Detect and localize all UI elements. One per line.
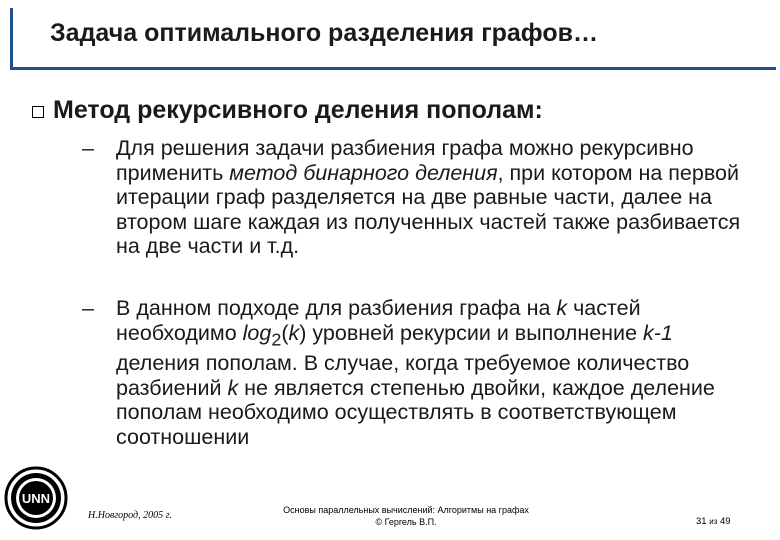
main-bullet-text: Метод рекурсивного деления пополам: <box>53 96 543 124</box>
footer-author: © Гергель В.П. <box>375 517 437 527</box>
page-current: 31 <box>696 516 707 527</box>
page-number <box>696 516 731 527</box>
sub-bullet-1-text: Для решения задачи разбиения графа можно рекурсивно применить метод бинарного деления, при котором на первой итерации граф разделяется на две равные части, далее на втором шаге каждая из полученных частей также разбивается на две части и т.д. <box>116 136 741 258</box>
page-of: из <box>709 517 718 526</box>
sub-bullet-1 <box>82 136 742 259</box>
sub-bullet-2 <box>82 296 742 449</box>
dash-marker: – <box>82 296 94 320</box>
sub-bullet-2-text: В данном подходе для разбиения графа на k частей необходимо $\log_2(k)$ уровней рекурсии и выполнение k-1 деления пополам. В случае, когда требуемое количество разбиений k не является степенью двойки, каждое деление пополам необходимо осуществлять в соответствующем соотношении <box>116 296 715 449</box>
footer-course-title: Основы параллельных вычислений: Алгоритмы на графах <box>283 505 529 515</box>
logo-text: UNN <box>21 491 51 506</box>
footer-place-date: Н.Новгород, 2005 г. <box>88 510 172 521</box>
page-total: 49 <box>720 516 731 527</box>
main-bullet <box>32 96 543 125</box>
checkbox-icon <box>32 106 44 118</box>
dash-marker: – <box>82 136 94 160</box>
unn-logo-icon <box>4 466 68 530</box>
footer-course <box>256 504 556 528</box>
method-name: метод бинарного деления <box>229 160 498 185</box>
slide-title: Задача оптимального разделения графов… <box>50 19 598 47</box>
